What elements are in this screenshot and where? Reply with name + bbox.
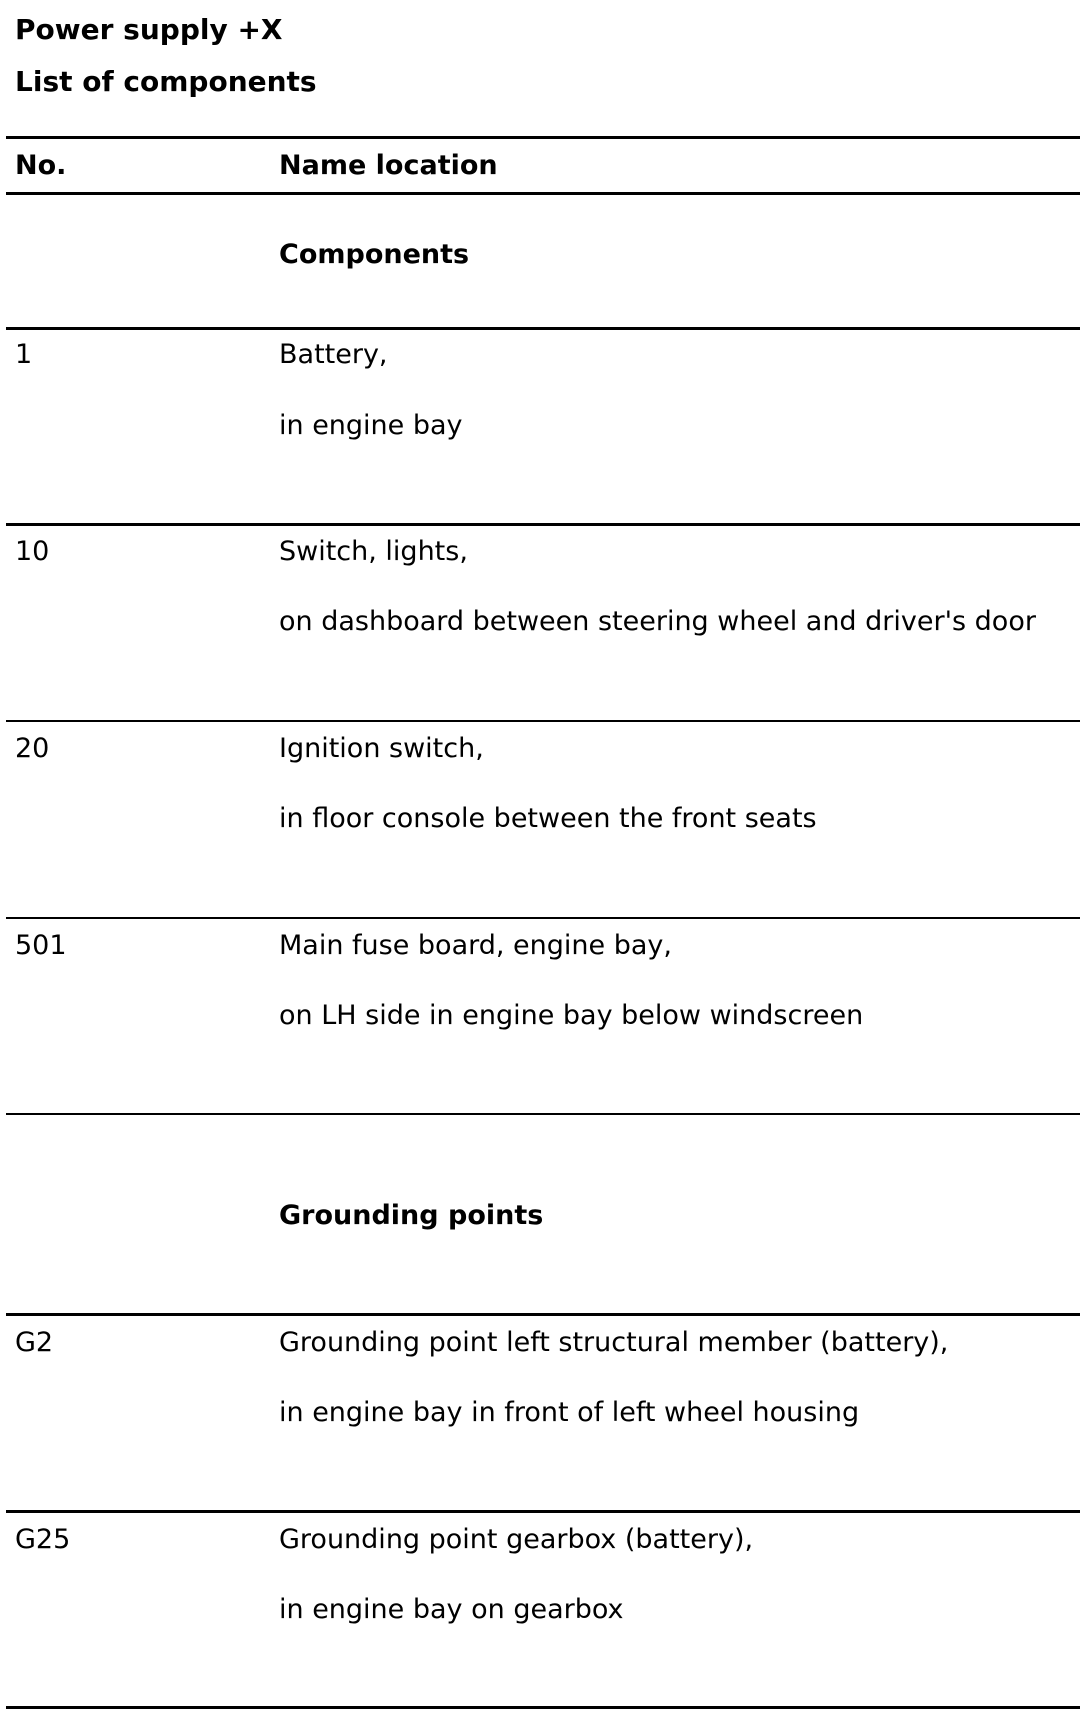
row-divider: [6, 720, 1080, 722]
row-location: in floor console between the front seats: [279, 803, 817, 834]
row-divider: [6, 1510, 1080, 1513]
row-number: 1: [15, 339, 33, 370]
row-number: 10: [15, 536, 50, 567]
section-heading-components: Components: [279, 239, 470, 270]
document-title: Power supply +X: [15, 13, 283, 46]
column-header-no: No.: [15, 150, 67, 181]
row-divider: [6, 523, 1080, 526]
row-number: G25: [15, 1524, 71, 1555]
section-heading-grounding-points: Grounding points: [279, 1200, 544, 1231]
row-name: Grounding point left structural member (battery),: [279, 1327, 949, 1358]
row-name: Main fuse board, engine bay,: [279, 930, 672, 961]
row-divider: [6, 327, 1080, 330]
row-divider: [6, 1113, 1080, 1115]
table-bottom-rule: [6, 1706, 1080, 1709]
row-number: 20: [15, 733, 50, 764]
row-divider: [6, 917, 1080, 919]
row-location: on LH side in engine bay below windscreen: [279, 1000, 864, 1031]
row-location: in engine bay in front of left wheel housing: [279, 1397, 860, 1428]
row-location: in engine bay on gearbox: [279, 1594, 624, 1625]
document-subtitle: List of components: [15, 65, 317, 98]
header-bottom-rule: [6, 192, 1080, 195]
table-top-rule: [6, 136, 1080, 139]
row-name: Ignition switch,: [279, 733, 484, 764]
row-name: Grounding point gearbox (battery),: [279, 1524, 754, 1555]
row-number: 501: [15, 930, 67, 961]
row-location: in engine bay: [279, 410, 463, 441]
row-divider: [6, 1313, 1080, 1316]
row-name: Battery,: [279, 339, 388, 370]
column-header-name-location: Name location: [279, 150, 498, 181]
row-location: on dashboard between steering wheel and driver's door: [279, 606, 1036, 637]
row-name: Switch, lights,: [279, 536, 468, 567]
row-number: G2: [15, 1327, 54, 1358]
